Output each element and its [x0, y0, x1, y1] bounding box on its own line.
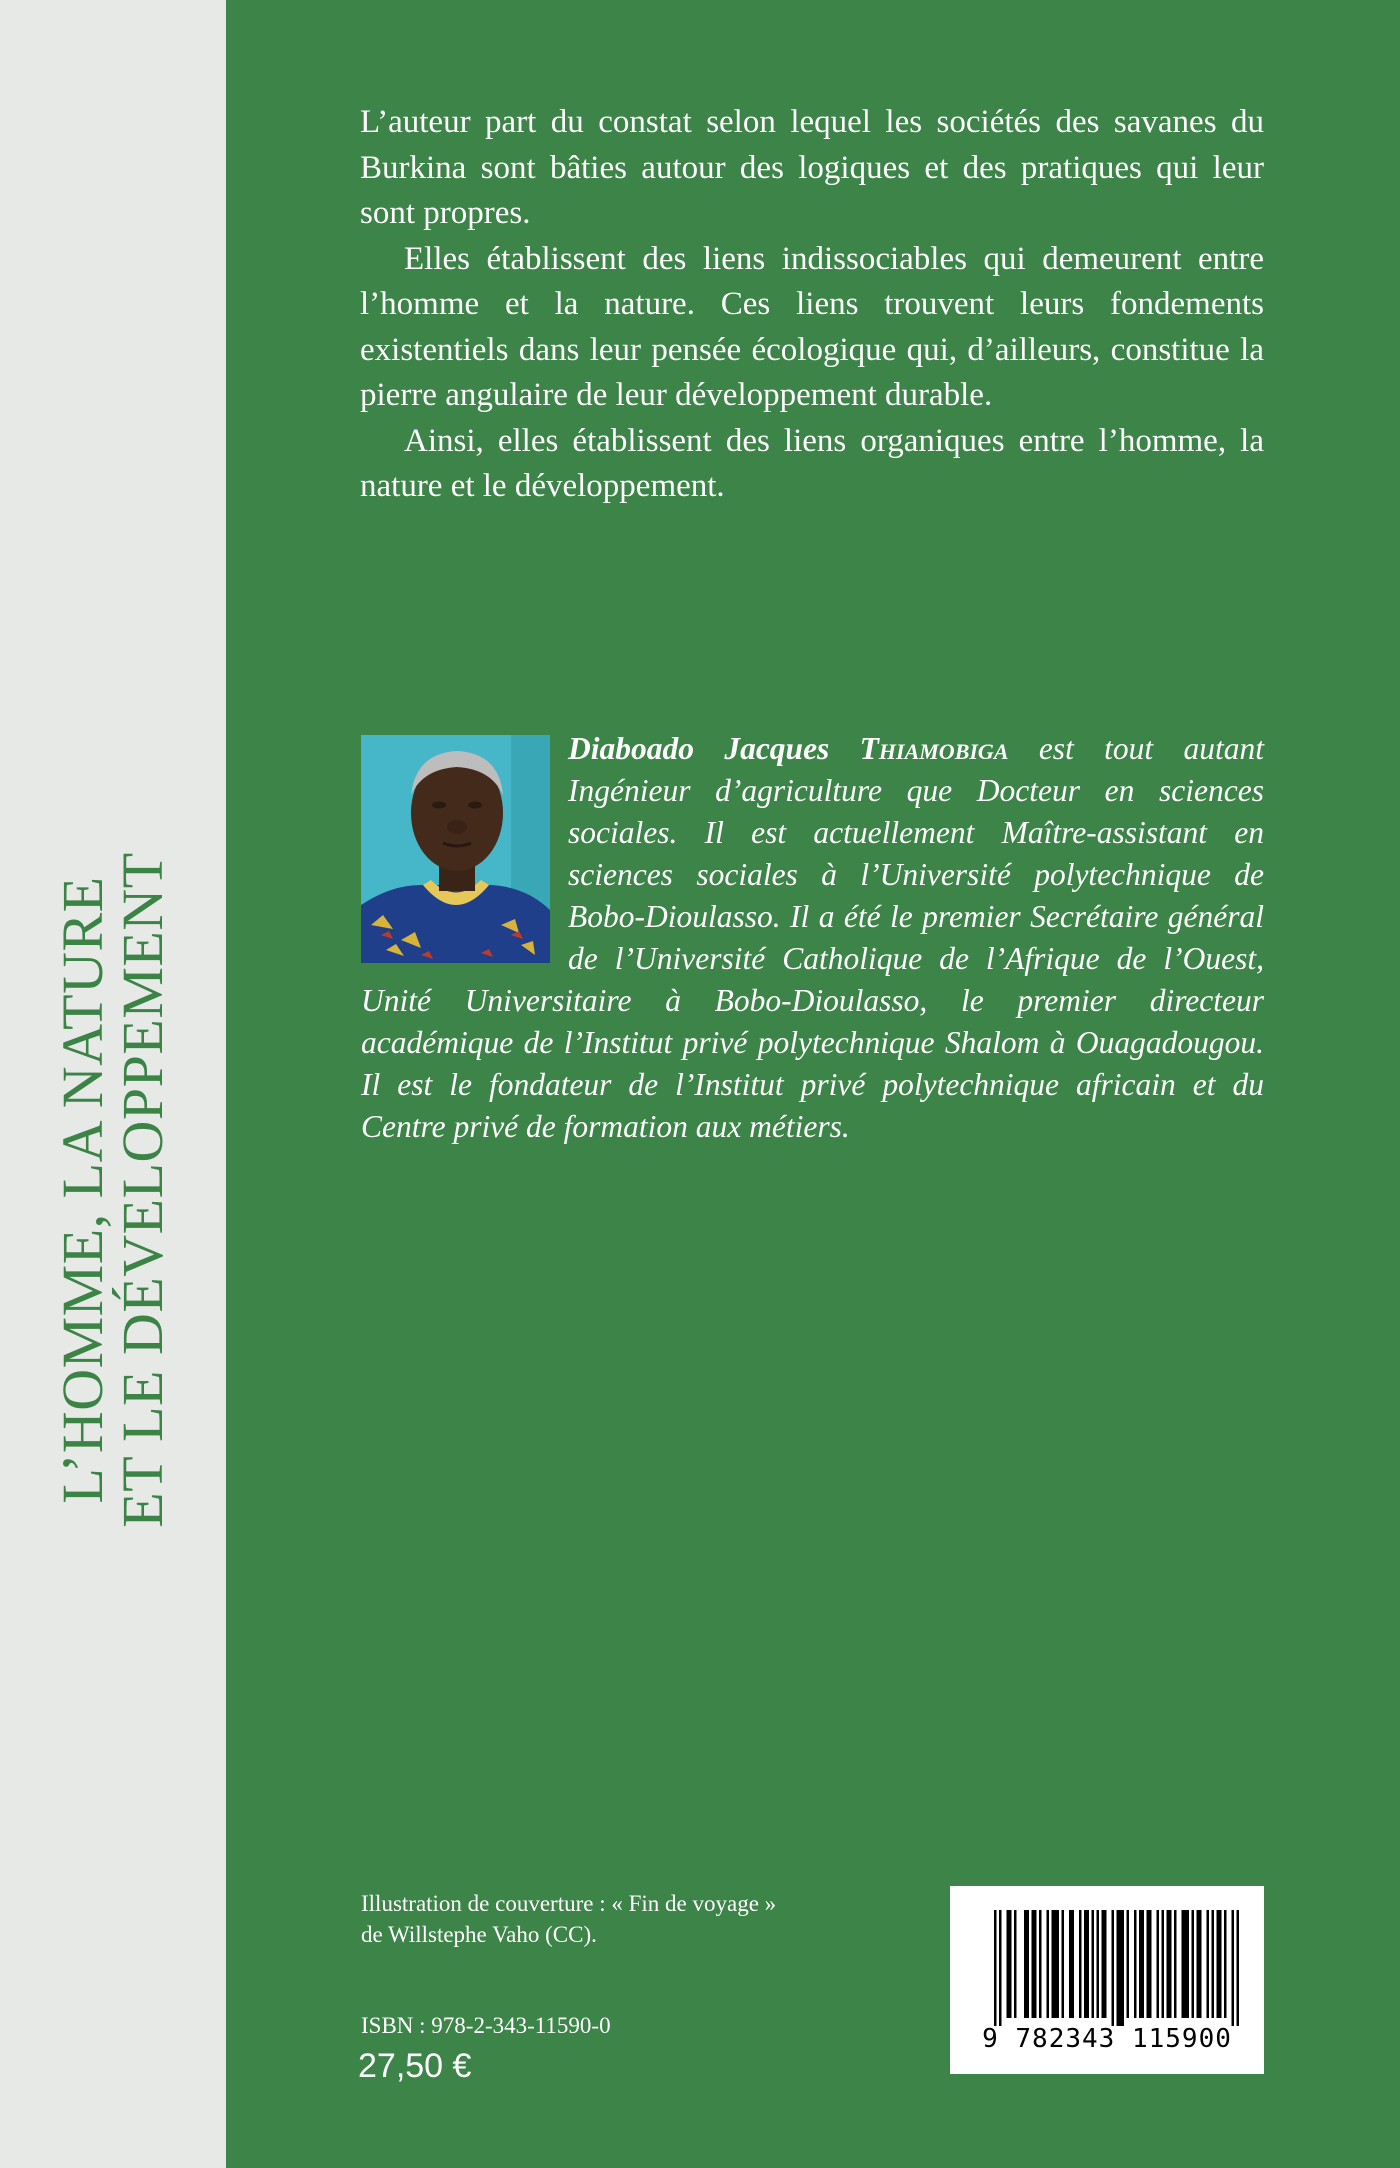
barcode-bar — [1212, 1910, 1215, 2018]
barcode-bar — [1174, 1910, 1177, 2018]
barcode-bar — [1024, 1910, 1027, 2018]
barcode-bar — [1014, 1910, 1017, 2018]
blurb-paragraph-1: L’auteur part du constat selon lequel les sociétés des savanes du Burkina sont bâties autour des logiques et des pratiques qui leur sont propres. — [360, 104, 1264, 231]
barcode-bar — [1149, 1910, 1152, 2018]
barcode — [950, 1886, 1264, 2074]
isbn: ISBN : 978-2-343-11590-0 — [361, 2013, 611, 2038]
barcode-bar — [1027, 1910, 1030, 2018]
barcode-bar — [1199, 1910, 1202, 2018]
barcode-bar — [1167, 1910, 1170, 2018]
barcode-bar — [1102, 1910, 1105, 2018]
barcode-bar — [1039, 1910, 1042, 2018]
barcode-bar — [1232, 1910, 1235, 2026]
barcode-digits: 9 782343 115900 — [982, 2024, 1232, 2054]
barcode-bar — [1197, 1910, 1200, 2018]
barcode-bar — [1117, 1910, 1120, 2026]
barcode-bar — [1224, 1910, 1227, 2018]
barcode-bar — [1157, 1910, 1160, 2018]
barcode-bar — [1069, 1910, 1072, 2018]
barcode-bar — [1097, 1910, 1100, 2018]
cover-illustration-credit — [361, 1888, 776, 1950]
barcode-bar — [1207, 1910, 1210, 2018]
barcode-bar — [1084, 1910, 1087, 2018]
barcode-bar — [1009, 1910, 1012, 2018]
bio-text: est tout autant Ingénieur d’agriculture que Docteur en sciences sociales. Il est actuellement Maître-assistant en sciences sociales à l’Université polytechnique de Bobo-Dioulasso. Il a été le premier Secrétaire général de l’Université Catholique de l’Afrique de l’Ouest, Unité Universitaire à Bobo-Dioulasso, le premier directeur académique de l’Institut privé polytechnique Shalom à Ouagadougou. Il est le fondateur de l’Institut privé polytechnique africain et du Centre privé de formation aux métiers. — [361, 731, 1264, 1144]
barcode-bar — [1147, 1910, 1150, 2018]
barcode-bar — [1062, 1910, 1065, 2018]
barcode-bar — [1184, 1910, 1187, 2018]
barcode-bar — [1192, 1910, 1195, 2018]
barcode-bar — [1079, 1910, 1082, 2018]
barcode-bar — [1127, 1910, 1130, 2018]
author-biography — [361, 728, 1264, 1148]
barcode-bar — [1182, 1910, 1185, 2018]
blurb-paragraph-2: Elles établissent des liens indissociables qui demeurent entre l’homme et la nature. Ces liens trouvent leurs fondements existentiels dans leur pensée écologique qui, d’ailleurs, constitue la pierre angulaire de leur développement durable. — [360, 240, 1264, 413]
author-first-name: Diaboado Jacques — [568, 731, 860, 766]
barcode-bar — [1104, 1910, 1107, 2018]
book-spine — [0, 0, 226, 2168]
barcode-bar — [1142, 1910, 1145, 2018]
author-name — [568, 731, 1009, 766]
spine-title-line-1: L’HOMME, LA NATURE — [50, 876, 115, 1504]
barcode-bar — [1139, 1910, 1142, 2018]
barcode-bar — [1112, 1910, 1115, 2026]
barcode-bar — [1162, 1910, 1165, 2018]
barcode-bar — [1122, 1910, 1125, 2026]
barcode-bar — [1054, 1910, 1057, 2018]
price: 27,50 € — [358, 2047, 472, 2085]
barcode-bar — [1119, 1910, 1122, 2026]
barcode-bar — [1057, 1910, 1060, 2018]
barcode-bar — [1187, 1910, 1190, 2018]
barcode-bar — [1034, 1910, 1037, 2018]
barcode-bar — [1134, 1910, 1137, 2018]
credit-line-2: de Willstephe Vaho (CC). — [361, 1922, 597, 1947]
blurb-paragraph-3: Ainsi, elles établissent des liens organiques entre l’homme, la nature et le développement. — [360, 422, 1264, 504]
barcode-bar — [1007, 1910, 1010, 2018]
spine-title-line-2: ET LE DÉVELOPPEMENT — [110, 852, 175, 1528]
barcode-bar — [1047, 1910, 1050, 2018]
credit-line-1: Illustration de couverture : « Fin de voyage » — [361, 1891, 777, 1916]
barcode-bar — [1169, 1910, 1172, 2018]
barcode-bar — [1217, 1910, 1220, 2018]
photo-spacer — [361, 728, 568, 958]
author-last-name: Thiamobiga — [859, 731, 1009, 766]
barcode-bar — [999, 1910, 1002, 2026]
barcode-bar — [1052, 1910, 1055, 2018]
barcode-bar — [1087, 1910, 1090, 2018]
barcode-bar — [994, 1910, 997, 2026]
barcode-bar — [1032, 1910, 1035, 2018]
barcode-bar — [1092, 1910, 1095, 2018]
book-blurb — [360, 100, 1264, 510]
barcode-bar — [1219, 1910, 1222, 2018]
spine-title — [50, 852, 175, 1528]
barcode-bar — [1237, 1910, 1240, 2026]
barcode-bar — [1072, 1910, 1075, 2018]
